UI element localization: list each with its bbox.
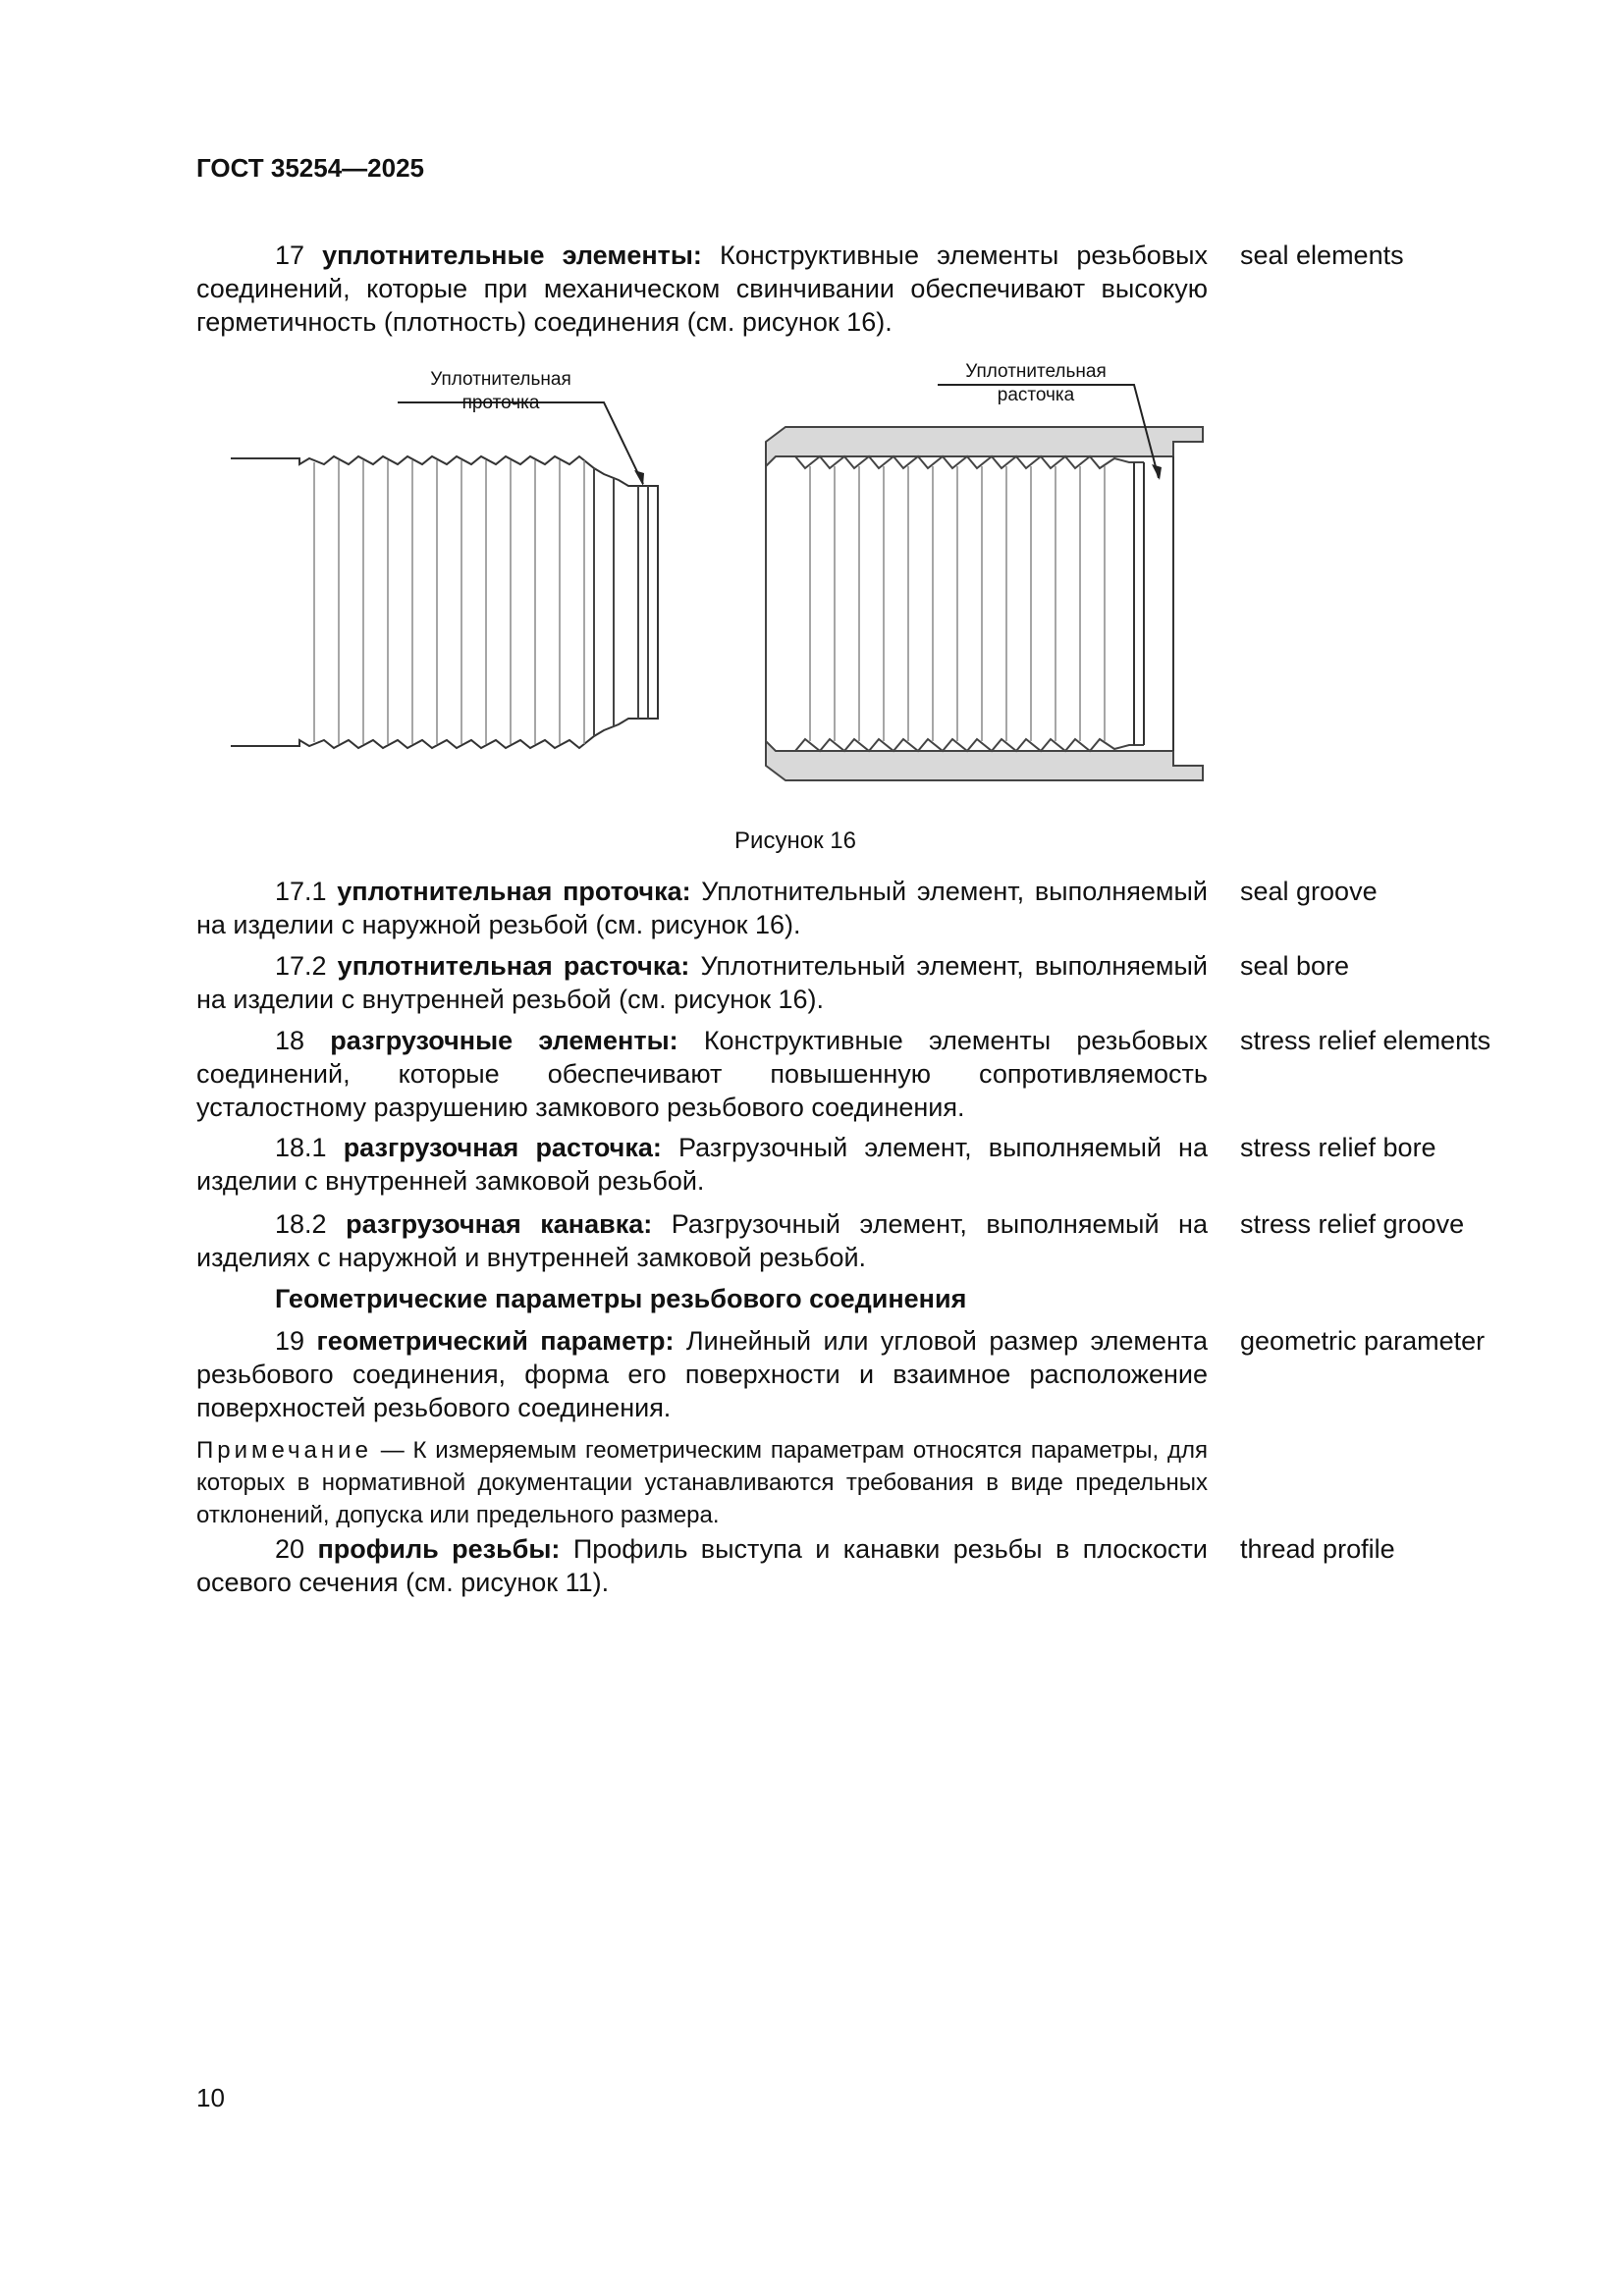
box-drawing bbox=[766, 385, 1203, 780]
term-entry-17-2: 17.2 уплотнительная расточка: Уплотнительный элемент, выполняемый на изделии с внутренней резьбой (см. рисунок 16). bbox=[196, 951, 1208, 1014]
callout-seal-groove: Уплотнительная проточка bbox=[430, 369, 571, 413]
entry-term: уплотнительные элементы: bbox=[322, 240, 702, 270]
english-term: geometric parameter bbox=[1240, 1326, 1486, 1356]
english-term: seal groove bbox=[1240, 877, 1378, 906]
english-term: stress relief elements bbox=[1240, 1026, 1491, 1055]
note bbox=[196, 1434, 1208, 1531]
term-entry-20: 20 профиль резьбы: Профиль выступа и канавки резьбы в плоскости осевого сечения (см. рисунок 11). bbox=[196, 1534, 1208, 1597]
note-text: — К измеряемым геометрическим параметрам относятся параметры, для которых в нормативной документации устанавливаются требования в виде предельных отклонений, допуска или предельного размера. bbox=[196, 1437, 1208, 1528]
term-entry-17 bbox=[196, 239, 1208, 339]
term-entry-19: 19 геометрический параметр: Линейный или угловой размер элемента резьбового соединения, форма его поверхности и взаимное расположение поверхностей резьбового соединения. bbox=[196, 1326, 1208, 1422]
entry-number: 17 bbox=[275, 240, 323, 270]
callout-seal-bore: Уплотнительная расточка bbox=[965, 361, 1107, 405]
page-number: 10 bbox=[196, 2083, 225, 2112]
english-term: thread profile bbox=[1240, 1534, 1395, 1564]
english-term: stress relief bore bbox=[1240, 1133, 1436, 1162]
figure-16 bbox=[216, 348, 1218, 815]
thread-connection-drawing bbox=[216, 348, 1218, 815]
figure-caption: Рисунок 16 bbox=[734, 828, 856, 854]
term-entry-18-2: 18.2 разгрузочная канавка: Разгрузочный элемент, выполняемый на изделиях с наружной и внутренней замковой резьбой. bbox=[196, 1209, 1208, 1272]
english-term: stress relief groove bbox=[1240, 1209, 1465, 1239]
term-entry-18: 18 разгрузочные элементы: Конструктивные элементы резьбовых соединений, которые обеспечивают повышенную сопротивляемость усталостному разрушению замкового резьбового соединения. bbox=[196, 1026, 1208, 1122]
pin-drawing bbox=[231, 402, 658, 748]
english-term: seal elements bbox=[1240, 240, 1404, 270]
term-entry-18-1: 18.1 разгрузочная расточка: Разгрузочный элемент, выполняемый на изделии с внутренней замковой резьбой. bbox=[196, 1133, 1208, 1196]
term-entry-17-1: 17.1 уплотнительная проточка: Уплотнительный элемент, выполняемый на изделии с наружной резьбой (см. рисунок 16). bbox=[196, 877, 1208, 939]
english-term: seal bore bbox=[1240, 951, 1350, 981]
section-subheading: Геометрические параметры резьбового соединения bbox=[275, 1284, 967, 1313]
entry-definition: Конструктивные элементы резьбовых соединений, которые при механическом свинчивании обеспечивают высокую герметичность (плотность) соединения (см. рисунок 16). bbox=[196, 240, 1208, 337]
document-header: ГОСТ 35254—2025 bbox=[196, 153, 424, 183]
note-label: Примечание bbox=[196, 1437, 372, 1464]
